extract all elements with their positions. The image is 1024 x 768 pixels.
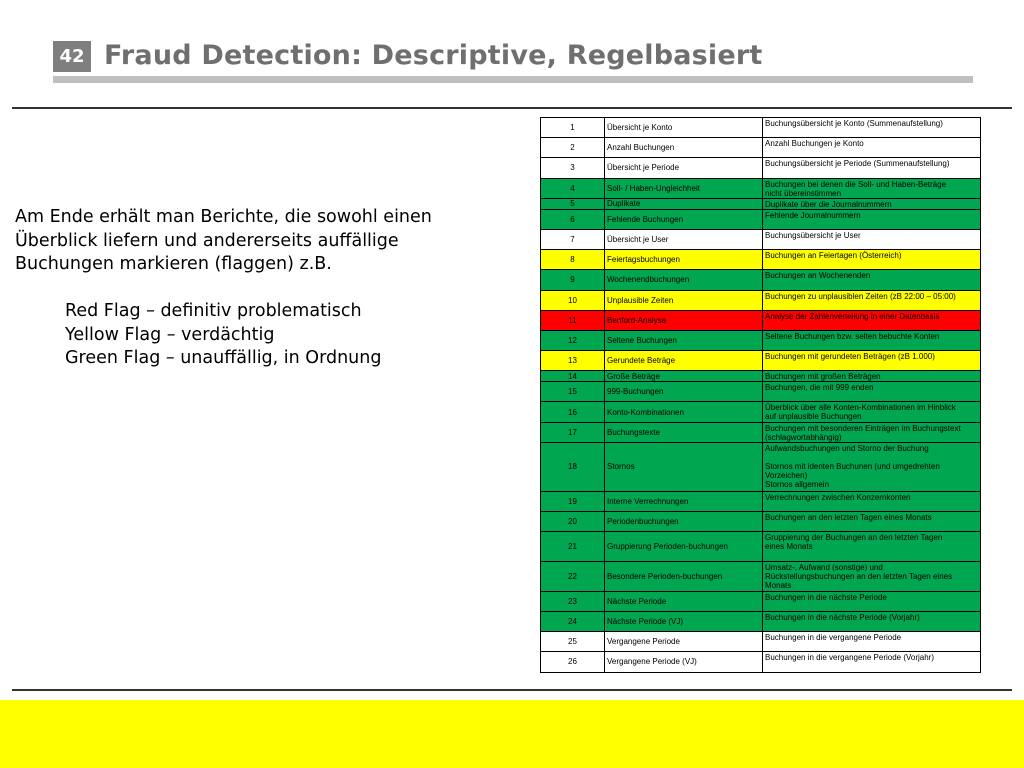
rule-description-cell [763, 591, 981, 611]
table-row [541, 512, 981, 532]
rule-name-cell: Nächste Periode (VJ) [605, 611, 763, 631]
table-row [541, 402, 981, 422]
description-line: Buchungen an Wochenenden [765, 271, 871, 281]
rule-description-cell [763, 229, 981, 249]
description-line: Buchungsübersicht je User [765, 230, 861, 240]
rule-name-cell: Nächste Periode [605, 591, 763, 611]
intro-line: Buchungen markieren (flaggen) z.B. [15, 254, 332, 274]
table-row [541, 118, 981, 138]
rules-table [540, 117, 981, 673]
rule-name-cell: Große Beträge [605, 371, 763, 382]
rule-description-cell [763, 402, 981, 422]
row-number-cell: 20 [541, 512, 605, 532]
row-number-cell: 18 [541, 442, 605, 491]
rule-name-cell: Feiertagsbuchungen [605, 250, 763, 270]
rule-name-cell: Buchungstexte [605, 422, 763, 442]
description-line: Stornos allgemein [765, 479, 830, 489]
description-line: Buchungen, die mit 999 enden [765, 383, 874, 393]
rule-description-cell [763, 422, 981, 442]
rule-name-cell: Übersicht je User [605, 229, 763, 249]
row-number-cell: 25 [541, 632, 605, 652]
description-line: eines Monats [765, 542, 813, 552]
row-number-cell: 23 [541, 591, 605, 611]
intro-line: Überblick liefern und andererseits auffällige [15, 230, 399, 251]
rule-description-cell [763, 138, 981, 158]
rule-name-cell: Benford-Analyse [605, 310, 763, 330]
rule-name-cell: Interne Verrechnungen [605, 491, 763, 511]
description-line: Buchungsübersicht je Konto (Summenaufstellung) [765, 119, 943, 128]
row-number-cell: 15 [541, 382, 605, 402]
description-line [765, 453, 978, 462]
rule-name-cell: Gruppierung Perioden-buchungen [605, 532, 763, 562]
description-line: Buchungen an Feiertagen (Österreich) [765, 251, 902, 261]
row-number-cell: 10 [541, 290, 605, 310]
table-row [541, 290, 981, 310]
row-number-cell: 6 [541, 209, 605, 229]
row-number-cell: 5 [541, 198, 605, 209]
row-number-cell: 24 [541, 611, 605, 631]
row-number-cell: 7 [541, 229, 605, 249]
description-line: Buchungen zu unplausiblen Zeiten (zB 22:00 – 05:00) [765, 291, 956, 301]
rule-name-cell: Besondere Perioden-buchungen [605, 561, 763, 591]
table-row [541, 611, 981, 631]
bottom-divider [12, 689, 1012, 691]
description-line: Buchungen in die vergangene Periode (Vorjahr) [765, 653, 935, 663]
table-row [541, 310, 981, 330]
description-line: Buchungen in die nächste Periode (Vorjahr) [765, 612, 920, 622]
rule-description-cell [763, 351, 981, 371]
rule-description-cell [763, 310, 981, 330]
row-number-cell: 14 [541, 371, 605, 382]
row-number-cell: 3 [541, 158, 605, 178]
row-number-cell: 11 [541, 310, 605, 330]
description-line: Vorzeichen) [765, 470, 808, 480]
description-line: Buchungen mit besonderen Einträgen im Buchungstext [765, 423, 961, 433]
description-line: Fehlende Journalnummern [765, 210, 861, 220]
row-number-cell: 2 [541, 138, 605, 158]
rule-name-cell: 999-Buchungen [605, 382, 763, 402]
table-row [541, 532, 981, 562]
rule-name-cell: Duplikate [605, 198, 763, 209]
rule-name-cell: Fehlende Buchungen [605, 209, 763, 229]
table-row [541, 250, 981, 270]
description-line: auf unplausible Buchungen [765, 412, 862, 422]
rule-description-cell [763, 209, 981, 229]
description-line: Buchungen in die nächste Periode [765, 592, 887, 602]
rule-name-cell: Gerundete Beträge [605, 351, 763, 371]
table-row [541, 178, 981, 198]
rule-description-cell [763, 330, 981, 350]
footer-band [0, 700, 1024, 768]
table-row [541, 158, 981, 178]
row-number-cell: 13 [541, 351, 605, 371]
table-row [541, 561, 981, 591]
row-number-cell: 21 [541, 532, 605, 562]
row-number-cell: 19 [541, 491, 605, 511]
rule-name-cell: Anzahl Buchungen [605, 138, 763, 158]
rules-table-body [541, 118, 981, 673]
description-line: Seltene Buchungen bzw. selten bebuchte Konten [765, 331, 940, 341]
rule-name-cell: Übersicht je Periode [605, 158, 763, 178]
description-line: Buchungen mit großen Beträgen [765, 372, 881, 382]
description-line: Anzahl Buchungen je Konto [765, 139, 864, 149]
description-line: Gruppierung der Buchungen an den letzten Tagen [765, 533, 943, 543]
rule-name-cell: Konto-Kombinationen [605, 402, 763, 422]
rule-description-cell [763, 371, 981, 382]
row-number-cell: 16 [541, 402, 605, 422]
table-row [541, 371, 981, 382]
table-row [541, 138, 981, 158]
description-line: Duplikate über die Journalnummern [765, 199, 892, 209]
table-row [541, 491, 981, 511]
table-row [541, 442, 981, 491]
table-row [541, 330, 981, 350]
rule-name-cell: Stornos [605, 442, 763, 491]
row-number-cell: 22 [541, 561, 605, 591]
title-underline [53, 76, 973, 83]
intro-line: Am Ende erhält man Berichte, die sowohl einen [15, 207, 432, 227]
yellow-flag-text: Yellow Flag – verdächtig [65, 324, 275, 345]
top-divider [12, 107, 1012, 109]
rule-name-cell: Wochenendbuchungen [605, 270, 763, 290]
green-flag-text: Green Flag – unauffällig, in Ordnung [65, 348, 382, 368]
description-line: Analyse der Zahlenverteilung in einer Datenbasis [765, 311, 940, 321]
table-row [541, 632, 981, 652]
description-line: Buchungsübersicht je Periode (Summenaufstellung) [765, 159, 950, 169]
description-line: Buchungen an den letzten Tagen eines Monats [765, 513, 932, 522]
rule-description-cell [763, 158, 981, 178]
description-line: (schlagwortabhängig) [765, 432, 842, 442]
description-line: Buchungen in die vergangene Periode [765, 633, 902, 643]
table-row [541, 652, 981, 672]
flag-list [15, 300, 515, 371]
rule-name-cell: Vergangene Periode (VJ) [605, 652, 763, 672]
rule-description-cell [763, 198, 981, 209]
red-flag-text: Red Flag – definitiv problematisch [65, 301, 362, 321]
table-row [541, 270, 981, 290]
row-number-cell: 17 [541, 422, 605, 442]
table-row [541, 229, 981, 249]
slide-number-badge: 42 [53, 41, 91, 72]
table-row [541, 351, 981, 371]
description-line: Verrechnungen zwischen Konzernkonten [765, 492, 911, 502]
row-number-cell: 26 [541, 652, 605, 672]
rule-name-cell: Periodenbuchungen [605, 512, 763, 532]
rule-description-cell [763, 290, 981, 310]
row-number-cell: 8 [541, 250, 605, 270]
table-row [541, 382, 981, 402]
rule-description-cell [763, 652, 981, 672]
rule-description-cell [763, 178, 981, 198]
rule-description-cell [763, 118, 981, 138]
row-number-cell: 1 [541, 118, 605, 138]
description-line: nicht übereinstimmen [765, 188, 842, 198]
description-line: Stornos mit identen Buchunen (und umgedrehten [765, 461, 940, 471]
rule-description-cell [763, 382, 981, 402]
rule-name-cell: Übersicht je Konto [605, 118, 763, 138]
body-text [15, 206, 515, 371]
slide-title: Fraud Detection: Descriptive, Regelbasiert [104, 40, 763, 71]
table-row [541, 422, 981, 442]
description-line: Umsatz-, Aufwand (sonstige) und [765, 562, 883, 572]
rule-name-cell: Unplausible Zeiten [605, 290, 763, 310]
description-line: Buchungen bei denen die Soll- und Haben-Beträge [765, 179, 947, 189]
row-number-cell: 4 [541, 178, 605, 198]
description-line: Rückstellungsbuchungen an den letzten Tagen eines [765, 571, 953, 581]
rule-description-cell [763, 270, 981, 290]
table-row [541, 209, 981, 229]
table-row [541, 591, 981, 611]
rule-description-cell [763, 611, 981, 631]
rule-name-cell: Soll- / Haben-Ungleichheit [605, 178, 763, 198]
description-line: Buchungen mit gerundeten Beträgen (zB 1.000) [765, 352, 935, 362]
description-line: Überblick über alle Konten-Kombinationen im Hinblick [765, 403, 956, 413]
rule-description-cell [763, 491, 981, 511]
rule-name-cell: Vergangene Periode [605, 632, 763, 652]
rule-description-cell [763, 532, 981, 562]
rule-description-cell [763, 250, 981, 270]
description-line: Monats [765, 580, 792, 590]
rule-description-cell [763, 512, 981, 532]
row-number-cell: 9 [541, 270, 605, 290]
row-number-cell: 12 [541, 330, 605, 350]
table-row [541, 198, 981, 209]
rule-description-cell [763, 561, 981, 591]
description-line: Aufwandsbuchungen und Storno der Buchung [765, 443, 929, 453]
rule-description-cell [763, 632, 981, 652]
rule-name-cell: Seltene Buchungen [605, 330, 763, 350]
rule-description-cell [763, 442, 981, 491]
